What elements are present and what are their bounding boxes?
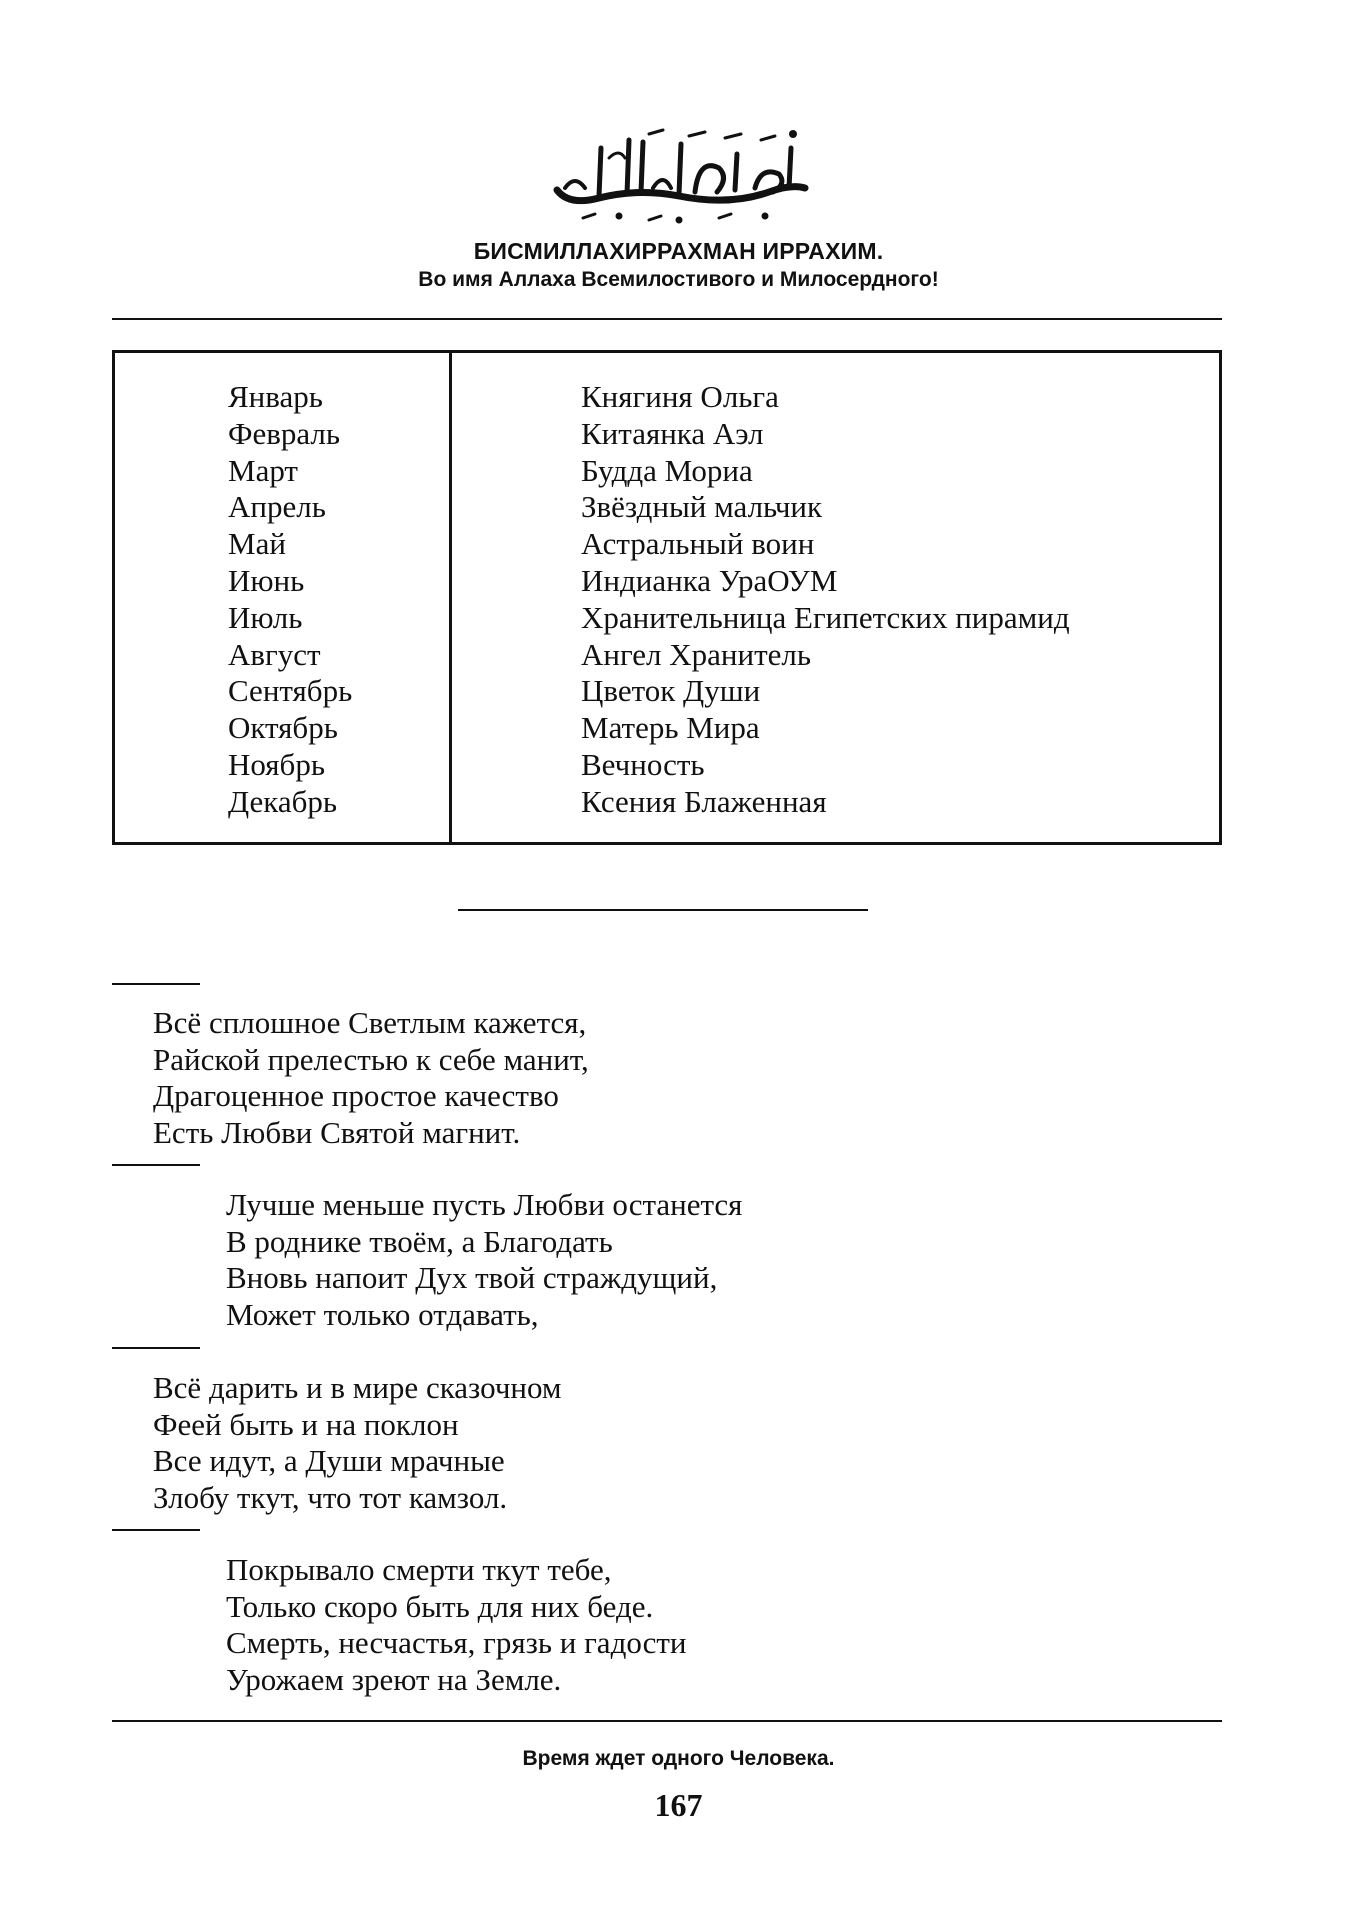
- table-cell-month: Март: [228, 452, 298, 488]
- table-cell-name: Хранительница Египетских пирамид: [581, 599, 1070, 635]
- months-column: [228, 379, 352, 821]
- table-cell-name: Матерь Мира: [581, 710, 760, 746]
- table-cell-month: Сентябрь: [228, 673, 353, 709]
- table-cell-month: Декабрь: [228, 783, 338, 819]
- table-cell-month: Январь: [228, 379, 323, 414]
- poem-line: Драгоценное простое качество: [153, 1078, 559, 1113]
- poem-line: Лучше меньше пусть Любви останется: [226, 1187, 743, 1222]
- header-divider: [112, 318, 1222, 320]
- poem-line: Вновь напоит Дух твой страждущий,: [226, 1260, 718, 1295]
- poem-line: Всё дарить и в мире сказочном: [153, 1370, 562, 1405]
- page-subheading: Во имя Аллаха Всемилостивого и Милосердного!: [418, 268, 939, 291]
- table-cell-name: Княгиня Ольга: [581, 379, 779, 414]
- poem-line: Все идут, а Души мрачные: [153, 1443, 505, 1478]
- stanza-marker: [112, 1529, 200, 1531]
- poem-line: Злобу ткут, что тот камзол.: [153, 1479, 508, 1515]
- table-cell-month: Август: [228, 636, 321, 672]
- table-cell-name: Звёздный мальчик: [581, 489, 823, 525]
- table-cell-name: Китаянка Аэл: [581, 415, 764, 451]
- poem-line: Есть Любви Святой магнит.: [153, 1114, 521, 1150]
- poem-line: В роднике твоём, а Благодать: [226, 1223, 613, 1259]
- table-cell-name: Индианка УраОУМ: [581, 562, 838, 598]
- table-column-divider: [449, 353, 452, 842]
- poem-stanza: [153, 1370, 562, 1516]
- poem-stanza: [153, 1005, 589, 1151]
- poem-line: Феей быть и на поклон: [153, 1406, 459, 1442]
- poem-line: Урожаем зреют на Земле.: [226, 1661, 562, 1697]
- table-cell-name: Астральный воин: [581, 526, 815, 562]
- months-table: [112, 350, 1222, 845]
- table-cell-name: Ксения Блаженная: [581, 783, 827, 819]
- section-divider: [458, 909, 868, 911]
- poem-line: Всё сплошное Светлым кажется,: [153, 1005, 587, 1040]
- table-cell-month: Май: [228, 526, 286, 562]
- table-cell-month: Октябрь: [228, 710, 338, 746]
- stanza-marker: [112, 1164, 200, 1166]
- table-cell-month: Апрель: [228, 489, 326, 525]
- table-cell-month: Февраль: [228, 415, 341, 451]
- basmala-calligraphy-icon: [0, 118, 1357, 228]
- table-cell-month: Июнь: [228, 562, 305, 598]
- page-number: 167: [654, 1787, 703, 1823]
- poem-stanza: [226, 1552, 687, 1698]
- poem-line: Райской прелестью к себе манит,: [153, 1041, 589, 1077]
- poem-line: Может только отдавать,: [226, 1296, 539, 1332]
- poem-line: Покрывало смерти ткут тебе,: [226, 1552, 612, 1587]
- stanza-marker: [112, 1347, 200, 1349]
- table-cell-name: Вечность: [581, 746, 705, 782]
- table-cell-name: Цветок Души: [581, 673, 761, 709]
- footer-motto: Время ждет одного Человека.: [522, 1747, 835, 1770]
- table-cell-month: Июль: [228, 599, 303, 635]
- poem-stanza: [226, 1187, 742, 1333]
- poem-line: Смерть, несчастья, грязь и гадости: [226, 1625, 687, 1660]
- table-cell-name: Ангел Хранитель: [581, 636, 812, 672]
- stanza-marker: [112, 983, 200, 985]
- poem-line: Только скоро быть для них беде.: [226, 1588, 654, 1624]
- table-cell-month: Ноябрь: [228, 746, 325, 782]
- table-cell-name: Будда Мориа: [581, 452, 753, 488]
- page-heading: БИСМИЛЛАХИРРАХМАН ИРРАХИМ.: [473, 238, 884, 264]
- names-column: [581, 379, 1070, 821]
- footer-divider: [112, 1720, 1222, 1722]
